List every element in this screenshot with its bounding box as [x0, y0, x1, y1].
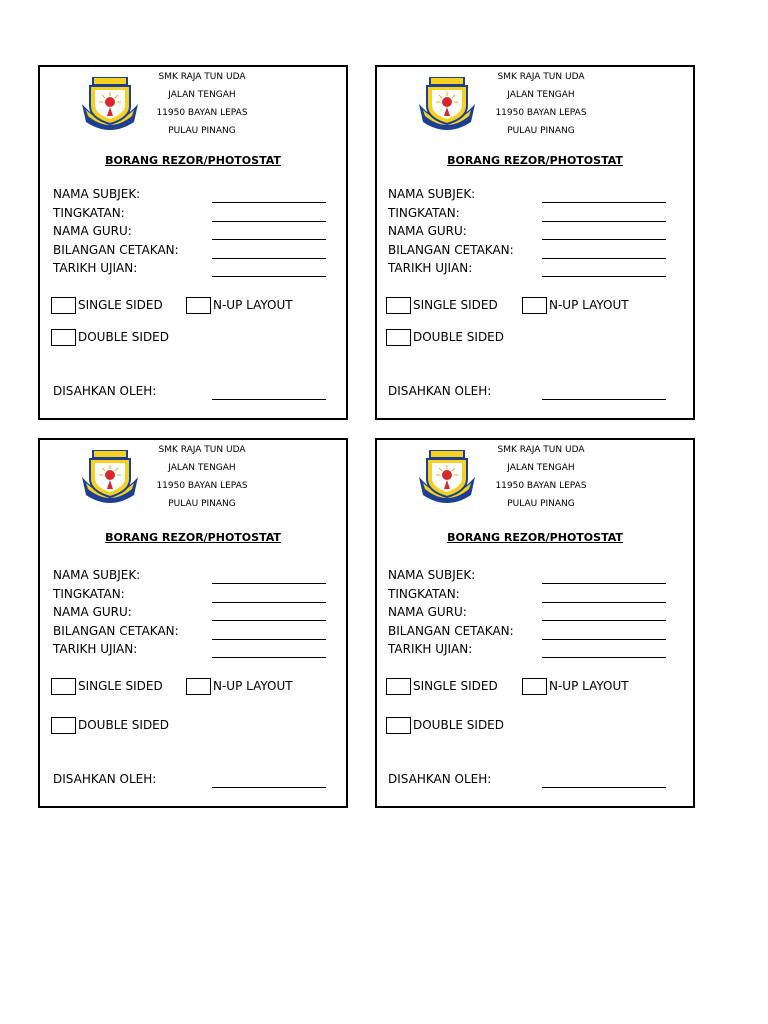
approval-label: DISAHKAN OLEH:: [388, 384, 492, 398]
exam-date-label: TARIKH UJIAN:: [53, 642, 138, 656]
teacher-field[interactable]: [388, 604, 663, 623]
copies-field[interactable]: [53, 623, 328, 642]
copies-label: BILANGAN CETAKAN:: [53, 242, 179, 257]
copies-label: BILANGAN CETAKAN:: [53, 623, 179, 638]
form-level-label: TINGKATAN:: [388, 205, 460, 220]
single-sided-checkbox[interactable]: [386, 678, 411, 695]
form-title: BORANG REZOR/PHOTOSTAT: [105, 531, 281, 544]
form-fields: [53, 186, 328, 279]
teacher-line[interactable]: [212, 620, 326, 621]
subject-label: NAMA SUBJEK:: [388, 187, 476, 201]
school-state: PULAU PINANG: [168, 126, 236, 136]
single-sided-option[interactable]: [386, 296, 498, 316]
exam-date-line[interactable]: [542, 276, 666, 277]
school-postcode: 11950 BAYAN LEPAS: [156, 108, 248, 118]
form-level-label: TINGKATAN:: [388, 586, 460, 601]
school-name: SMK RAJA TUN UDA: [497, 445, 585, 455]
teacher-line[interactable]: [542, 620, 666, 621]
double-sided-option[interactable]: [51, 716, 169, 736]
subject-line[interactable]: [542, 583, 666, 584]
approval-line[interactable]: [212, 787, 326, 788]
nup-layout-checkbox[interactable]: [186, 297, 211, 314]
subject-field[interactable]: [53, 186, 328, 205]
subject-label: NAMA SUBJEK:: [53, 187, 141, 201]
copies-line[interactable]: [542, 639, 666, 640]
photocopy-form-4: [375, 438, 695, 808]
single-sided-label: SINGLE SIDED: [413, 298, 498, 312]
school-postcode: 11950 BAYAN LEPAS: [156, 481, 248, 491]
school-street: JALAN TENGAH: [507, 463, 575, 473]
school-state: PULAU PINANG: [168, 499, 236, 509]
exam-date-line[interactable]: [542, 657, 666, 658]
double-sided-option[interactable]: [386, 328, 504, 348]
nup-layout-option[interactable]: [186, 296, 293, 316]
school-address: [140, 443, 264, 515]
subject-field[interactable]: [53, 567, 328, 586]
school-logo: [80, 74, 140, 134]
exam-date-field[interactable]: [388, 260, 663, 279]
form-level-line[interactable]: [212, 602, 326, 603]
exam-date-line[interactable]: [212, 657, 326, 658]
subject-line[interactable]: [212, 583, 326, 584]
teacher-label: NAMA GURU:: [53, 605, 132, 619]
school-logo: [417, 447, 477, 507]
form-fields: [388, 186, 663, 279]
exam-date-label: TARIKH UJIAN:: [388, 642, 473, 656]
teacher-field[interactable]: [53, 223, 328, 242]
nup-layout-label: N-UP LAYOUT: [549, 679, 629, 693]
approval-label: DISAHKAN OLEH:: [53, 384, 157, 398]
double-sided-label: DOUBLE SIDED: [78, 330, 170, 344]
school-crest-icon: [417, 74, 477, 134]
copies-line[interactable]: [212, 639, 326, 640]
single-sided-label: SINGLE SIDED: [78, 298, 163, 312]
single-sided-checkbox[interactable]: [51, 678, 76, 695]
single-sided-option[interactable]: [51, 677, 163, 697]
nup-layout-label: N-UP LAYOUT: [213, 298, 293, 312]
school-address: [140, 70, 264, 142]
approval-field[interactable]: [53, 772, 328, 790]
form-fields: [53, 567, 328, 660]
school-state: PULAU PINANG: [507, 499, 575, 509]
teacher-line[interactable]: [212, 239, 326, 240]
school-crest-icon: [80, 74, 140, 134]
teacher-field[interactable]: [53, 604, 328, 623]
teacher-line[interactable]: [542, 239, 666, 240]
school-postcode: 11950 BAYAN LEPAS: [495, 108, 587, 118]
subject-label: NAMA SUBJEK:: [53, 568, 141, 582]
school-logo: [80, 447, 140, 507]
single-sided-option[interactable]: [386, 677, 498, 697]
form-level-field[interactable]: [388, 586, 663, 605]
copies-line[interactable]: [542, 258, 666, 259]
double-sided-checkbox[interactable]: [386, 717, 411, 734]
double-sided-option[interactable]: [51, 328, 169, 348]
photocopy-form-2: [375, 65, 695, 420]
school-crest-icon: [417, 447, 477, 507]
subject-label: NAMA SUBJEK:: [388, 568, 476, 582]
school-postcode: 11950 BAYAN LEPAS: [495, 481, 587, 491]
single-sided-checkbox[interactable]: [51, 297, 76, 314]
nup-layout-option[interactable]: [522, 296, 629, 316]
nup-layout-label: N-UP LAYOUT: [213, 679, 293, 693]
nup-layout-checkbox[interactable]: [186, 678, 211, 695]
teacher-label: NAMA GURU:: [53, 224, 132, 238]
double-sided-checkbox[interactable]: [51, 329, 76, 346]
photocopy-form-1: [38, 65, 348, 420]
double-sided-checkbox[interactable]: [51, 717, 76, 734]
teacher-field[interactable]: [388, 223, 663, 242]
school-state: PULAU PINANG: [507, 126, 575, 136]
teacher-label: NAMA GURU:: [388, 224, 467, 238]
nup-layout-option[interactable]: [186, 677, 293, 697]
school-street: JALAN TENGAH: [168, 90, 236, 100]
single-sided-checkbox[interactable]: [386, 297, 411, 314]
exam-date-label: TARIKH UJIAN:: [388, 261, 473, 275]
exam-date-field[interactable]: [53, 641, 328, 660]
form-level-line[interactable]: [542, 221, 666, 222]
form-level-label: TINGKATAN:: [53, 586, 125, 601]
copies-field[interactable]: [388, 242, 663, 261]
school-address: [479, 443, 603, 515]
subject-field[interactable]: [388, 186, 663, 205]
school-logo: [417, 74, 477, 134]
double-sided-label: DOUBLE SIDED: [413, 718, 505, 732]
exam-date-line[interactable]: [212, 276, 326, 277]
form-title: BORANG REZOR/PHOTOSTAT: [105, 154, 281, 167]
double-sided-option[interactable]: [386, 716, 504, 736]
school-street: JALAN TENGAH: [168, 463, 236, 473]
form-level-field[interactable]: [53, 586, 328, 605]
school-address: [479, 70, 603, 142]
copies-line[interactable]: [212, 258, 326, 259]
form-level-field[interactable]: [53, 205, 328, 224]
approval-label: DISAHKAN OLEH:: [53, 772, 157, 786]
form-fields: [388, 567, 663, 660]
single-sided-label: SINGLE SIDED: [413, 679, 498, 693]
exam-date-field[interactable]: [53, 260, 328, 279]
single-sided-label: SINGLE SIDED: [78, 679, 163, 693]
nup-layout-label: N-UP LAYOUT: [549, 298, 629, 312]
exam-date-field[interactable]: [388, 641, 663, 660]
approval-line[interactable]: [542, 399, 666, 400]
copies-label: BILANGAN CETAKAN:: [388, 623, 514, 638]
approval-field[interactable]: [53, 384, 328, 402]
copies-field[interactable]: [53, 242, 328, 261]
approval-label: DISAHKAN OLEH:: [388, 772, 492, 786]
subject-field[interactable]: [388, 567, 663, 586]
photocopy-form-3: [38, 438, 348, 808]
nup-layout-checkbox[interactable]: [522, 678, 547, 695]
school-name: SMK RAJA TUN UDA: [497, 72, 585, 82]
exam-date-label: TARIKH UJIAN:: [53, 261, 138, 275]
double-sided-label: DOUBLE SIDED: [413, 330, 505, 344]
subject-line[interactable]: [212, 202, 326, 203]
form-title: BORANG REZOR/PHOTOSTAT: [447, 531, 623, 544]
approval-field[interactable]: [388, 772, 663, 790]
form-level-line[interactable]: [212, 221, 326, 222]
school-name: SMK RAJA TUN UDA: [158, 445, 246, 455]
approval-line[interactable]: [542, 787, 666, 788]
form-level-line[interactable]: [542, 602, 666, 603]
school-crest-icon: [80, 447, 140, 507]
subject-line[interactable]: [542, 202, 666, 203]
approval-line[interactable]: [212, 399, 326, 400]
teacher-label: NAMA GURU:: [388, 605, 467, 619]
single-sided-option[interactable]: [51, 296, 163, 316]
form-title: BORANG REZOR/PHOTOSTAT: [447, 154, 623, 167]
double-sided-label: DOUBLE SIDED: [78, 718, 170, 732]
school-name: SMK RAJA TUN UDA: [158, 72, 246, 82]
nup-layout-checkbox[interactable]: [522, 297, 547, 314]
copies-label: BILANGAN CETAKAN:: [388, 242, 514, 257]
form-level-field[interactable]: [388, 205, 663, 224]
school-street: JALAN TENGAH: [507, 90, 575, 100]
double-sided-checkbox[interactable]: [386, 329, 411, 346]
approval-field[interactable]: [388, 384, 663, 402]
copies-field[interactable]: [388, 623, 663, 642]
form-level-label: TINGKATAN:: [53, 205, 125, 220]
nup-layout-option[interactable]: [522, 677, 629, 697]
